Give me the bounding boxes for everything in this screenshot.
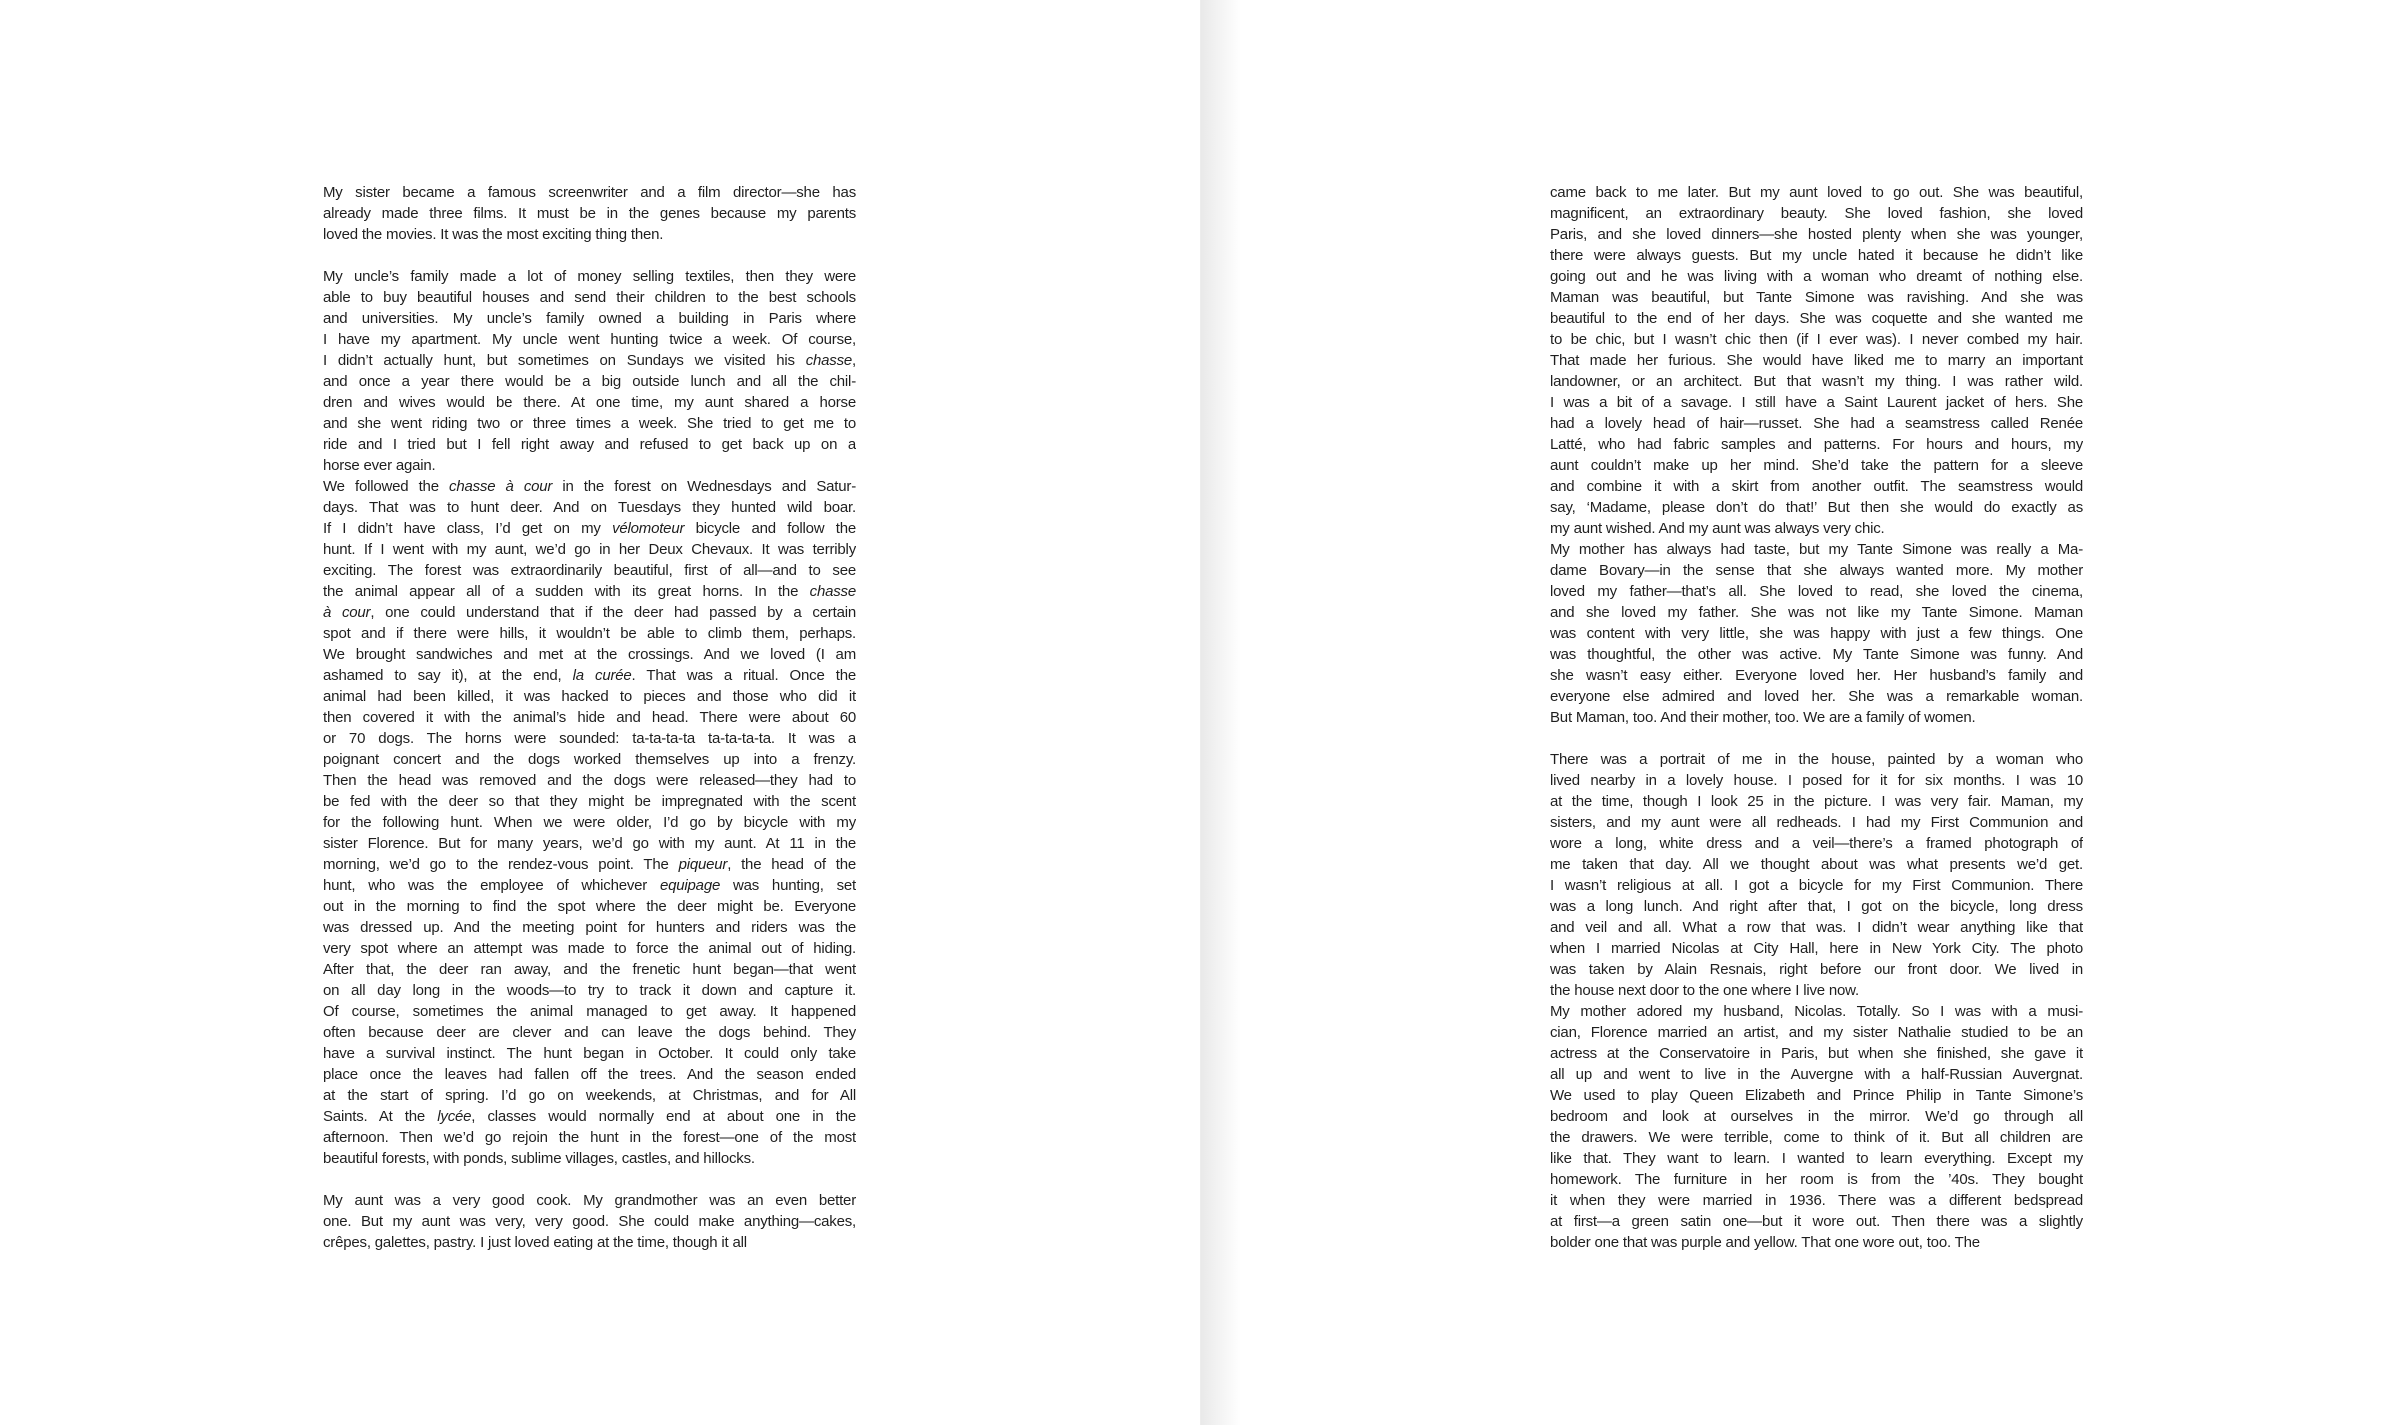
text-line: the drawers. We were terrible, come to think of it. But all children are <box>1550 1129 2083 1146</box>
paragraph-spacer <box>323 1169 856 1190</box>
text-line: landowner, or an architect. But that wasn’t my thing. I was rather wild. <box>1550 373 2083 390</box>
text-line: actress at the Conservatoire in Paris, but when she finished, she gave it <box>1550 1045 2083 1062</box>
text-line: We brought sandwiches and met at the crossings. And we loved (I am <box>323 646 856 663</box>
text-line: place once the leaves had fallen off the trees. And the season ended <box>323 1066 856 1083</box>
text-line: crêpes, galettes, pastry. I just loved eating at the time, though it all <box>323 1234 747 1251</box>
paragraph <box>323 476 856 1169</box>
text-line: going out and he was living with a woman who dreamt of nothing else. <box>1550 268 2083 285</box>
paragraph <box>323 266 856 476</box>
text-line: or 70 dogs. The horns were sounded: ta-ta-ta-ta ta-ta-ta-ta. It was a <box>323 730 856 747</box>
text-line: was content with very little, she was happy with just a few things. One <box>1550 625 2083 642</box>
text-line: hunt. If I went with my aunt, we’d go in her Deux Chevaux. It was terribly <box>323 541 856 558</box>
text-line: poignant concert and the dogs worked themselves up into a frenzy. <box>323 751 856 768</box>
paragraph-spacer <box>1550 728 2083 749</box>
text-line: and she loved my father. She was not like my Tante Simone. Maman <box>1550 604 2083 621</box>
text-line: and once a year there would be a big outside lunch and all the chil- <box>323 373 856 390</box>
text-line: very spot where an attempt was made to force the animal out of hiding. <box>323 940 856 957</box>
text-line: Of course, sometimes the animal managed to get away. It happened <box>323 1003 856 1020</box>
text-line: hunt, who was the employee of whichever equipage was hunting, set <box>323 877 856 894</box>
text-line: animal had been killed, it was hacked to pieces and those who did it <box>323 688 856 705</box>
text-line: sisters, and my aunt were all redheads. I had my First Communion and <box>1550 814 2083 831</box>
text-line: often because deer are clever and can leave the dogs behind. They <box>323 1024 856 1041</box>
text-line: My mother adored my husband, Nicolas. Totally. So I was with a musi- <box>1550 1003 2083 1020</box>
text-line: everyone else admired and loved her. She was a remarkable woman. <box>1550 688 2083 705</box>
text-line: to be chic, but I wasn’t chic then (if I ever was). I never combed my hair. <box>1550 331 2083 348</box>
text-line: for the following hunt. When we were older, I’d go by bicycle with my <box>323 814 856 831</box>
text-line: aunt couldn’t make up her mind. She’d take the pattern for a sleeve <box>1550 457 2083 474</box>
text-line: After that, the deer ran away, and the frenetic hunt began—that went <box>323 961 856 978</box>
text-line: But Maman, too. And their mother, too. We are a family of women. <box>1550 709 1976 726</box>
text-line: and combine it with a skirt from another outfit. The seamstress would <box>1550 478 2083 495</box>
text-line: at the start of spring. I’d go on weekends, at Christmas, and for All <box>323 1087 856 1104</box>
text-line: days. That was to hunt deer. And on Tuesdays they hunted wild boar. <box>323 499 856 516</box>
text-line: my aunt wished. And my aunt was always very chic. <box>1550 520 1885 537</box>
text-line: My aunt was a very good cook. My grandmother was an even better <box>323 1192 856 1209</box>
text-line: beautiful forests, with ponds, sublime villages, castles, and hillocks. <box>323 1150 755 1167</box>
text-line: magnificent, an extraordinary beauty. She loved fashion, she loved <box>1550 205 2083 222</box>
text-line: me taken that day. All we thought about was what presents we’d get. <box>1550 856 2083 873</box>
paragraph <box>1550 1001 2083 1253</box>
text-line: spot and if there were hills, it wouldn’t be able to climb them, perhaps. <box>323 625 856 642</box>
text-line: the animal appear all of a sudden with its great horns. In the chasse <box>323 583 856 600</box>
text-line: came back to me later. But my aunt loved to go out. She was beautiful, <box>1550 184 2083 201</box>
text-line: was dressed up. And the meeting point for hunters and riders was the <box>323 919 856 936</box>
text-line: say, ‘Madame, please don’t do that!’ But then she would do exactly as <box>1550 499 2083 516</box>
text-line: My sister became a famous screenwriter and a film director—she has <box>323 184 856 201</box>
text-line: horse ever again. <box>323 457 436 474</box>
text-line: be fed with the deer so that they might be impregnated with the scent <box>323 793 856 810</box>
text-line: I wasn’t religious at all. I got a bicycle for my First Communion. There <box>1550 877 2083 894</box>
text-line: and universities. My uncle’s family owned a building in Paris where <box>323 310 856 327</box>
text-line: bedroom and look at ourselves in the mirror. We’d go through all <box>1550 1108 2083 1125</box>
text-line: beautiful to the end of her days. She was coquette and she wanted me <box>1550 310 2083 327</box>
text-line: wore a long, white dress and a veil—there’s a framed photograph of <box>1550 835 2083 852</box>
text-line: had a lovely head of hair—russet. She had a seamstress called Renée <box>1550 415 2083 432</box>
paragraph-spacer <box>323 245 856 266</box>
text-line: If I didn’t have class, I’d get on my vélomoteur bicycle and follow the <box>323 520 856 537</box>
text-line: was taken by Alain Resnais, right before our front door. We lived in <box>1550 961 2083 978</box>
text-line: dame Bovary—in the sense that she always wanted more. My mother <box>1550 562 2083 579</box>
text-line: Paris, and she loved dinners—she hosted plenty when she was younger, <box>1550 226 2083 243</box>
text-line: Maman was beautiful, but Tante Simone was ravishing. And she was <box>1550 289 2083 306</box>
text-line: one. But my aunt was very, very good. She could make anything—cakes, <box>323 1213 856 1230</box>
text-line: out in the morning to find the spot where the deer might be. Everyone <box>323 898 856 915</box>
paragraph <box>323 1190 856 1253</box>
text-line: homework. The furniture in her room is from the ’40s. They bought <box>1550 1171 2083 1188</box>
text-line: I have my apartment. My uncle went hunting twice a week. Of course, <box>323 331 856 348</box>
text-line: was thoughtful, the other was active. My Tante Simone was funny. And <box>1550 646 2083 663</box>
text-line: loved my father—that’s all. She loved to read, she loved the cinema, <box>1550 583 2083 600</box>
text-line: cian, Florence married an artist, and my sister Nathalie studied to be an <box>1550 1024 2083 1041</box>
text-line: dren and wives would be there. At one time, my aunt shared a horse <box>323 394 856 411</box>
left-page-column <box>323 182 856 1253</box>
right-page-column <box>1550 182 2083 1253</box>
text-line: it when they were married in 1936. There was a different bedspread <box>1550 1192 2083 1209</box>
text-line: was a long lunch. And right after that, I got on the bicycle, long dress <box>1550 898 2083 915</box>
text-line: able to buy beautiful houses and send their children to the best schools <box>323 289 856 306</box>
text-line: loved the movies. It was the most exciting thing then. <box>323 226 664 243</box>
text-line: sister Florence. But for many years, we’d go with my aunt. At 11 in the <box>323 835 856 852</box>
text-line: I was a bit of a savage. I still have a Saint Laurent jacket of hers. She <box>1550 394 2083 411</box>
text-line: like that. They want to learn. I wanted to learn everything. Except my <box>1550 1150 2083 1167</box>
text-line: at first—a green satin one—but it wore out. Then there was a slightly <box>1550 1213 2083 1230</box>
text-line: lived nearby in a lovely house. I posed for it for six months. I was 10 <box>1550 772 2083 789</box>
text-line: Saints. At the lycée, classes would normally end at about one in the <box>323 1108 856 1125</box>
text-line: all up and went to live in the Auvergne with a half-Russian Auvergnat. <box>1550 1066 2083 1083</box>
text-line: she wasn’t easy either. Everyone loved her. Her husband’s family and <box>1550 667 2083 684</box>
text-line: exciting. The forest was extraordinarily beautiful, first of all—and to see <box>323 562 856 579</box>
text-line: at the time, though I look 25 in the picture. I was very fair. Maman, my <box>1550 793 2083 810</box>
text-line: on all day long in the woods—to try to track it down and capture it. <box>323 982 856 999</box>
paragraph <box>1550 182 2083 539</box>
text-line: Latté, who had fabric samples and patterns. For hours and hours, my <box>1550 436 2083 453</box>
text-line: when I married Nicolas at City Hall, here in New York City. The photo <box>1550 940 2083 957</box>
text-line: à cour, one could understand that if the deer had passed by a certain <box>323 604 856 621</box>
text-line: then covered it with the animal’s hide and head. There were about 60 <box>323 709 856 726</box>
text-line: My mother has always had taste, but my Tante Simone was really a Ma- <box>1550 541 2083 558</box>
text-line: ride and I tried but I fell right away and refused to get back up on a <box>323 436 856 453</box>
text-line: We followed the chasse à cour in the forest on Wednesdays and Satur- <box>323 478 856 495</box>
text-line: ashamed to say it), at the end, la curée. That was a ritual. Once the <box>323 667 856 684</box>
paragraph <box>1550 539 2083 728</box>
text-line: That made her furious. She would have liked me to marry an important <box>1550 352 2083 369</box>
text-line: and she went riding two or three times a week. She tried to get me to <box>323 415 856 432</box>
text-line: I didn’t actually hunt, but sometimes on Sundays we visited his chasse, <box>323 352 856 369</box>
text-line: We used to play Queen Elizabeth and Prince Philip in Tante Simone’s <box>1550 1087 2083 1104</box>
text-line: bolder one that was purple and yellow. That one wore out, too. The <box>1550 1234 1980 1251</box>
text-line: My uncle’s family made a lot of money selling textiles, then they were <box>323 268 856 285</box>
text-line: have a survival instinct. The hunt began in October. It could only take <box>323 1045 856 1062</box>
text-line: There was a portrait of me in the house, painted by a woman who <box>1550 751 2083 768</box>
paragraph <box>323 182 856 245</box>
text-line: morning, we’d go to the rendez-vous point. The piqueur, the head of the <box>323 856 856 873</box>
text-line: the house next door to the one where I live now. <box>1550 982 1859 999</box>
paragraph <box>1550 749 2083 1001</box>
text-line: there were always guests. But my uncle hated it because he didn’t like <box>1550 247 2083 264</box>
text-line: afternoon. Then we’d go rejoin the hunt in the forest—one of the most <box>323 1129 856 1146</box>
text-line: already made three films. It must be in the genes because my parents <box>323 205 856 222</box>
text-line: and veil and all. What a row that was. I didn’t wear anything like that <box>1550 919 2083 936</box>
text-line: Then the head was removed and the dogs were released—they had to <box>323 772 856 789</box>
page-gutter-shadow <box>1200 0 1241 1425</box>
